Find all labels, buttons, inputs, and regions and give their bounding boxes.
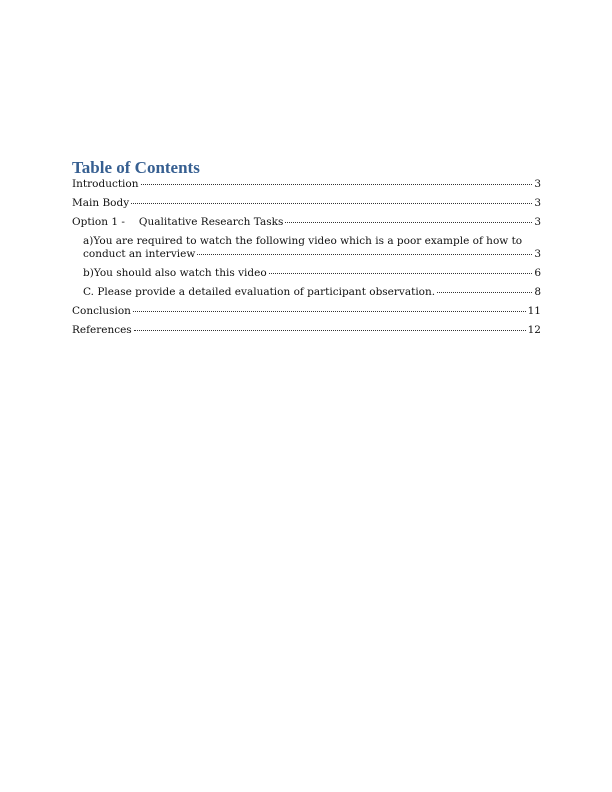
toc-entry-prefix: Option 1 -: [72, 216, 125, 228]
toc-entry-label: Introduction: [72, 178, 139, 190]
toc-entry-label: Conclusion: [72, 305, 131, 317]
toc-page-number: 3: [534, 248, 541, 260]
table-of-contents: [72, 158, 541, 337]
toc-entry-option-1[interactable]: [72, 216, 541, 229]
toc-entry-introduction[interactable]: [72, 178, 541, 191]
dot-leader: [269, 273, 533, 274]
toc-page-number: 8: [534, 286, 541, 298]
dot-leader: [141, 184, 533, 185]
toc-entry-c[interactable]: [72, 286, 541, 299]
toc-page-number: 11: [527, 305, 541, 317]
toc-entry-marker: a): [83, 235, 94, 247]
toc-page-number: 12: [527, 324, 541, 336]
toc-entry-main-body[interactable]: [72, 197, 541, 210]
toc-title: Table of Contents: [72, 158, 200, 177]
toc-page-number: 3: [534, 178, 541, 190]
toc-entry-label-line2: conduct an interview: [83, 248, 196, 260]
dot-leader: [285, 222, 532, 223]
toc-entry-references[interactable]: [72, 324, 541, 337]
toc-entry-label: C. Please provide a detailed evaluation of participant observation.: [83, 286, 436, 298]
toc-entry-b[interactable]: [72, 267, 541, 280]
dot-leader: [134, 330, 526, 331]
toc-entry-conclusion[interactable]: [72, 305, 541, 318]
toc-entry-label: Main Body: [72, 197, 130, 209]
toc-page-number: 6: [534, 267, 541, 279]
toc-page-number: 3: [534, 197, 541, 209]
toc-page-number: 3: [534, 216, 541, 228]
dot-leader: [131, 203, 532, 204]
toc-entry-a[interactable]: [72, 235, 541, 261]
toc-entry-marker: b): [83, 267, 94, 279]
dot-leader: [133, 311, 526, 312]
toc-entry-label: You should also watch this video: [93, 267, 267, 279]
dot-leader: [197, 254, 532, 255]
dot-leader: [437, 292, 532, 293]
toc-entry-label: References: [72, 324, 132, 336]
toc-entry-label: Qualitative Research Tasks: [138, 216, 284, 228]
toc-entry-label-line1: You are required to watch the following video which is a poor example of how to: [93, 235, 523, 247]
